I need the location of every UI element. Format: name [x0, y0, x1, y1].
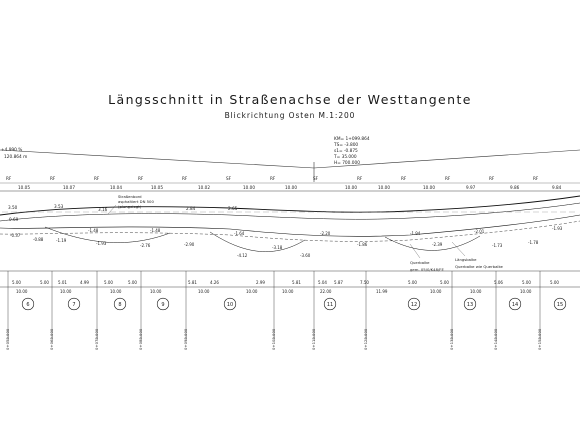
left-length-label: 120.864 m	[4, 155, 28, 160]
top-distance: 10.05	[18, 185, 30, 190]
station-number: 7	[72, 302, 76, 308]
section-distance: 10.00	[60, 289, 72, 294]
break-mark: RF	[357, 176, 363, 181]
break-mark: RF	[445, 176, 451, 181]
station-number: 9	[161, 302, 165, 308]
elevation-label: -1.86	[357, 242, 368, 247]
small-distance: 5.87	[334, 280, 343, 285]
profile-annotation: 2.84	[186, 206, 196, 211]
station-label: 0+093.000	[183, 328, 188, 350]
profile-annotation: Querbalke wie Querbalke	[455, 264, 503, 269]
top-distance: 10.07	[63, 185, 75, 190]
elevation-label: -2.39	[432, 242, 443, 247]
station-label: 0+143.000	[493, 328, 498, 350]
station-label: 0+053.000	[5, 328, 10, 350]
break-mark: RF	[401, 176, 407, 181]
break-mark: RF	[182, 176, 188, 181]
small-distance: 4.26	[210, 280, 219, 285]
section-distance: 11.99	[376, 289, 388, 294]
profile-annotation: (plangelegt)	[118, 204, 142, 209]
small-distance: 5.00	[104, 280, 113, 285]
station-label: 0+073.000	[94, 328, 99, 350]
section-distance: 10.00	[246, 289, 258, 294]
break-mark: SF	[226, 176, 232, 181]
station-number: 6	[26, 302, 30, 308]
break-mark: RF	[533, 176, 539, 181]
profile-annotation: asphaltiert DN 500	[118, 199, 154, 204]
section-distance: 10.00	[520, 289, 532, 294]
top-distance: 10.02	[198, 185, 210, 190]
small-distance: 5.81	[188, 280, 197, 285]
top-distance: 10.00	[378, 185, 390, 190]
elevation-label: -0.88	[33, 237, 44, 242]
break-mark: RF	[138, 176, 144, 181]
top-distance: 10.00	[285, 185, 297, 190]
small-distance: 5.04	[318, 280, 327, 285]
profile-annotation: 2.65	[228, 206, 238, 211]
station-label: 0+103.000	[271, 328, 276, 350]
elevation-label: -3.60	[300, 253, 311, 258]
elevation-label: -3.18	[272, 245, 283, 250]
profile-annotation: Längsbalke	[455, 257, 477, 262]
drawing-subtitle: Blickrichtung Osten M.1:200	[224, 111, 356, 120]
small-distance: 5.81	[292, 280, 301, 285]
small-distance: 4.99	[80, 280, 89, 285]
station-label: 0+063.000	[49, 328, 54, 350]
curve-data-s1: s1= -0.875	[334, 149, 358, 154]
section-distance: 22.00	[320, 289, 332, 294]
top-distance: 10.00	[423, 185, 435, 190]
break-mark: SF	[313, 176, 319, 181]
station-number: 13	[466, 302, 474, 308]
station-circles	[22, 298, 566, 310]
elevation-label: -1.78	[528, 240, 539, 245]
left-grade-label: +4.990 %	[1, 148, 23, 153]
station-number: 8	[118, 302, 122, 308]
top-distance: 9.86	[510, 185, 520, 190]
station-number: 15	[556, 302, 564, 308]
elevation-label: -1.64	[234, 231, 245, 236]
elevation-label: -1.93	[552, 226, 563, 231]
curve-data-km: KM= 1+099.864	[334, 137, 370, 142]
profile-annotation: Querbalke	[410, 260, 430, 265]
elevation-label: -2.01	[474, 229, 485, 234]
small-distance: 5.00	[522, 280, 531, 285]
section-distance: 10.00	[282, 289, 294, 294]
section-distance: 10.00	[16, 289, 28, 294]
small-distance: 2.99	[256, 280, 265, 285]
small-distance: 5.00	[12, 280, 21, 285]
elevation-label: -1.73	[492, 243, 503, 248]
profile-annotation: gem. 05/0/K48/FE	[410, 267, 444, 272]
elevation-label: -1.19	[56, 238, 67, 243]
curve-data-ts: TS= -3.800	[334, 143, 359, 148]
break-mark: RF	[50, 176, 56, 181]
top-distance: 9.97	[466, 185, 476, 190]
small-distance: 5.00	[408, 280, 417, 285]
small-distance: 7.50	[360, 280, 369, 285]
station-label: 0+153.000	[537, 328, 542, 350]
curve-data-t: T= 35.000	[334, 155, 357, 160]
break-mark: RF	[94, 176, 100, 181]
station-number: 12	[410, 302, 418, 308]
small-distance: 5.01	[58, 280, 67, 285]
top-distance: 10.00	[243, 185, 255, 190]
station-labels	[5, 328, 542, 350]
small-distance: 5.06	[494, 280, 503, 285]
elevation-labels	[10, 226, 563, 258]
section-distance: 10.00	[110, 289, 122, 294]
station-label: 0+083.000	[138, 328, 143, 350]
drawing-title: Längsschnitt in Straßenachse der Westtangente	[108, 92, 472, 107]
elevation-label: -4.12	[237, 253, 248, 258]
profile-annotation: 3.16	[98, 207, 108, 212]
elevation-label: -2.76	[140, 243, 151, 248]
profile-annotation: Straßenbord	[118, 194, 142, 199]
top-distance-row	[0, 185, 580, 191]
profile-annotation: 0.69	[9, 217, 19, 222]
curve-data-h: H= 700.000	[334, 161, 360, 166]
section-distance: 10.00	[470, 289, 482, 294]
break-mark: RF	[489, 176, 495, 181]
break-mark: RF	[6, 176, 12, 181]
elevation-label: -2.90	[184, 242, 195, 247]
profile-annotation: 3.53	[54, 204, 64, 209]
section-distance: 10.00	[430, 289, 442, 294]
station-numbers	[26, 302, 563, 308]
elevation-label: -1.48	[150, 228, 161, 233]
small-distance: 5.00	[550, 280, 559, 285]
station-label: 0+123.000	[363, 328, 368, 350]
station-number: 10	[226, 302, 234, 308]
elevation-label: -0.37	[10, 233, 21, 238]
section-distance: 10.00	[198, 289, 210, 294]
section-distance: 10.00	[150, 289, 162, 294]
elevation-label: -1.93	[96, 241, 107, 246]
top-distance: 9.84	[552, 185, 562, 190]
station-label: 0+113.000	[311, 328, 316, 350]
station-number: 14	[511, 302, 519, 308]
station-label: 0+133.000	[449, 328, 454, 350]
elevation-label: -1.48	[88, 228, 99, 233]
top-distance: 10.00	[345, 185, 357, 190]
elevation-label: -2.20	[320, 231, 331, 236]
small-distance: 5.00	[440, 280, 449, 285]
curve-data	[333, 136, 370, 166]
top-distance: 10.04	[110, 185, 122, 190]
elevation-label: -1.94	[410, 231, 421, 236]
break-mark-row	[0, 176, 580, 183]
break-mark: RF	[270, 176, 276, 181]
profile-annotation: 3.50	[8, 205, 18, 210]
small-distance-row	[0, 271, 580, 287]
top-distance: 10.05	[151, 185, 163, 190]
small-distance: 5.00	[40, 280, 49, 285]
station-number: 11	[326, 302, 334, 308]
small-distance: 5.00	[128, 280, 137, 285]
